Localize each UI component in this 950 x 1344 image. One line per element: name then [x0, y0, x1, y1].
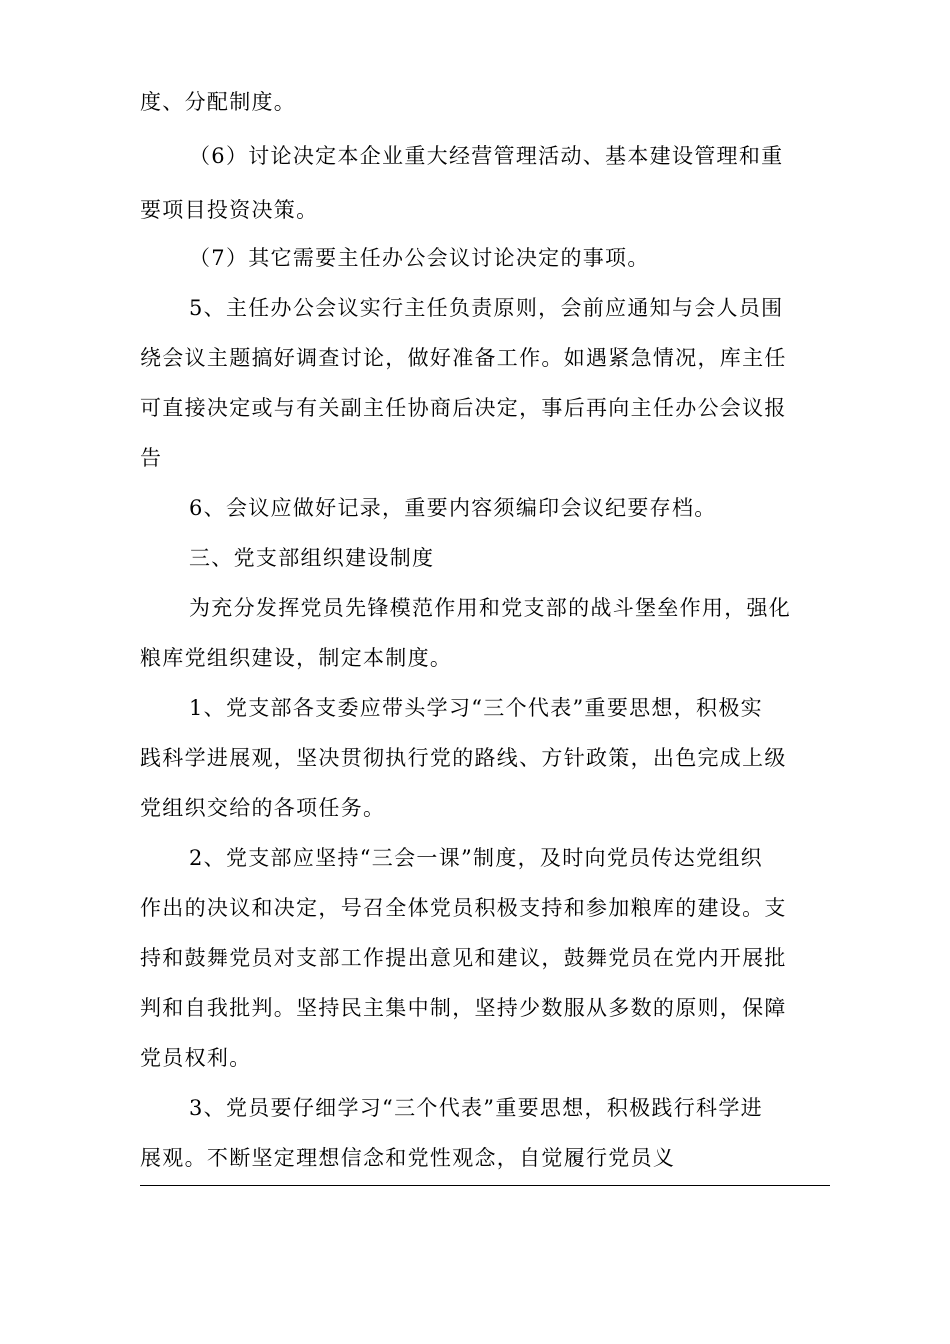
text-line: 党组织交给的各项任务。 — [140, 796, 386, 820]
text-line: 5、主任办公会议实行主任负责原则，会前应通知与会人员围 — [189, 296, 784, 320]
footer-divider — [140, 1185, 830, 1186]
text-line: 作出的决议和决定，号召全体党员积极支持和参加粮库的建设。支 — [140, 896, 787, 920]
text-line: 3、党员要仔细学习“三个代表”重要思想，积极践行科学进 — [189, 1096, 763, 1120]
text-line: 践科学进展观，坚决贯彻执行党的路线、方针政策，出色完成上级 — [140, 746, 787, 770]
text-line: 展观。不断坚定理想信念和党性观念，自觉履行党员义 — [140, 1146, 676, 1170]
text-line: 6、会议应做好记录，重要内容须编印会议纪要存档。 — [189, 496, 717, 520]
text-line: 绕会议主题搞好调查讨论，做好准备工作。如遇紧急情况，库主任 — [140, 346, 787, 370]
text-line: 党员权利。 — [140, 1046, 252, 1070]
text-line: 为充分发挥党员先锋模范作用和党支部的战斗堡垒作用，强化 — [189, 596, 792, 620]
text-line: 要项目投资决策。 — [140, 198, 319, 222]
text-line: 可直接决定或与有关副主任协商后决定，事后再向主任办公会议报 — [140, 396, 787, 420]
text-line: 判和自我批判。坚持民主集中制，坚持少数服从多数的原则，保障 — [140, 996, 787, 1020]
text-line: 粮库党组织建设，制定本制度。 — [140, 646, 453, 670]
text-line: 告 — [140, 446, 163, 470]
text-line: 度、分配制度。 — [140, 90, 297, 114]
section-heading: 三、党支部组织建设制度 — [189, 546, 435, 570]
text-line: 持和鼓舞党员对支部工作提出意见和建议，鼓舞党员在党内开展批 — [140, 946, 787, 970]
text-line: （7）其它需要主任办公会议讨论决定的事项。 — [189, 246, 650, 270]
text-line: 2、党支部应坚持“三会一课”制度，及时向党员传达党组织 — [189, 846, 763, 870]
text-line: （6）讨论决定本企业重大经营管理活动、基本建设管理和重 — [189, 144, 784, 168]
text-line: 1、党支部各支委应带头学习“三个代表”重要思想，积极实 — [189, 696, 763, 720]
